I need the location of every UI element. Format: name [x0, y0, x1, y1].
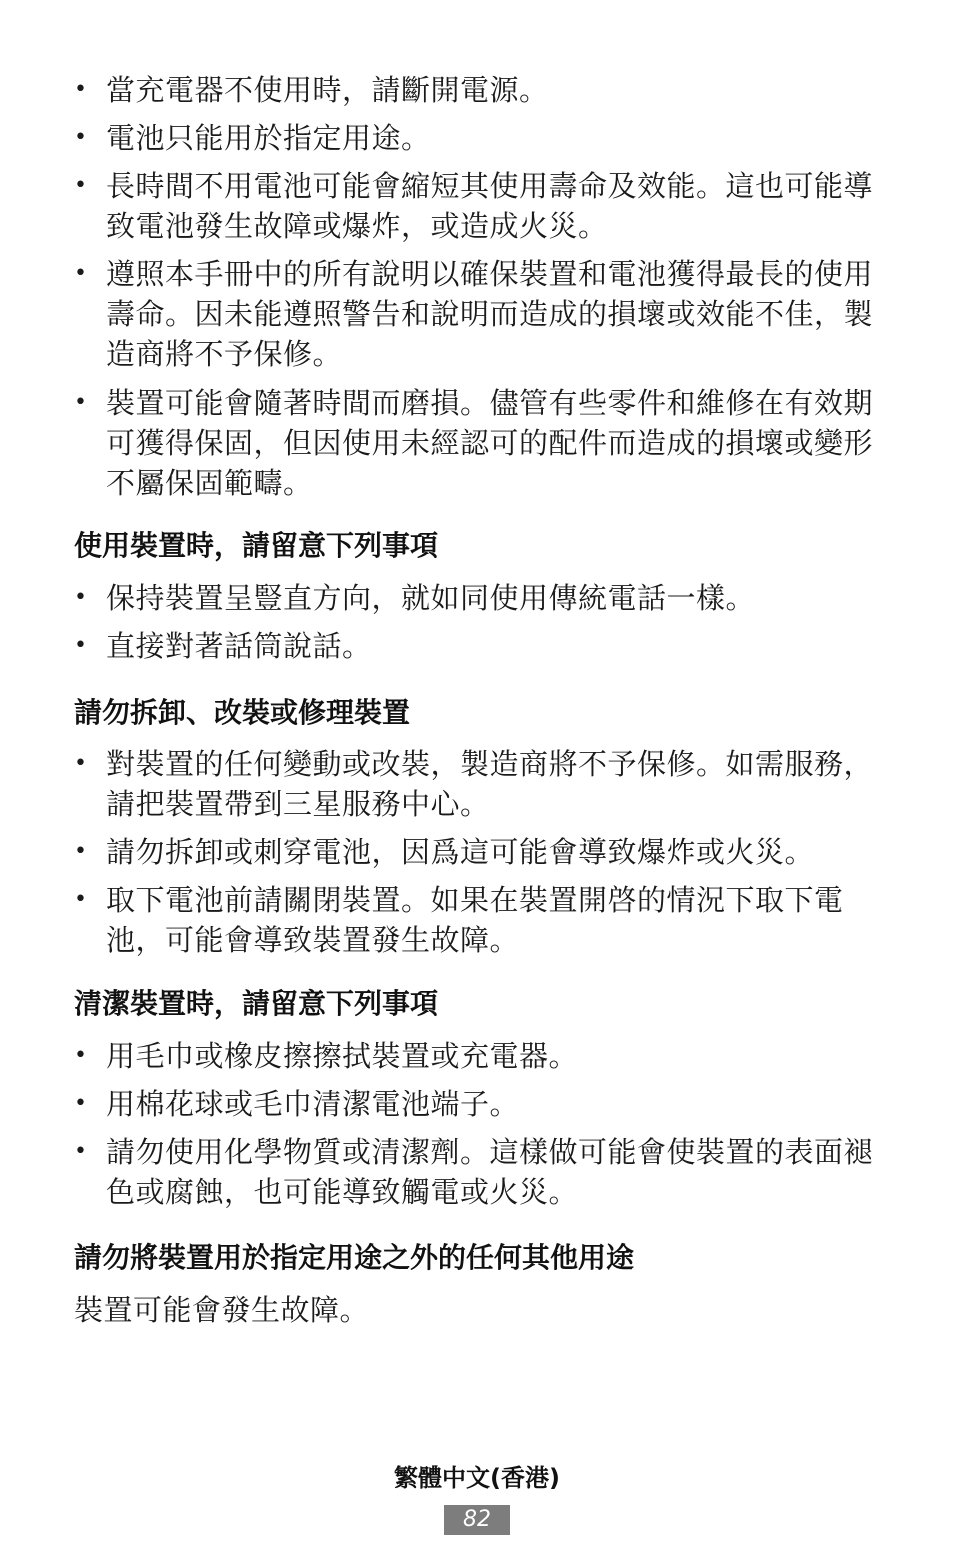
bullet-icon: • [74, 390, 88, 415]
bullet-icon: • [74, 1139, 88, 1164]
bullet-icon: • [74, 261, 88, 286]
list-item: • 用棉花球或毛巾清潔電池端子。 [74, 1084, 874, 1124]
bullet-icon: • [74, 633, 88, 658]
section-paragraph: 裝置可能會發生故障。 [74, 1293, 370, 1327]
bullet-icon: • [74, 125, 88, 150]
footer-language: 繁體中文(香港) [394, 1464, 560, 1492]
bullet-icon: • [74, 1091, 88, 1116]
section-heading: 使用裝置時，請留意下列事項 [74, 529, 439, 562]
list-item: • 保持裝置呈豎直方向，就如同使用傳統電話一樣。 [74, 578, 874, 618]
page-number: 82 [444, 1505, 510, 1535]
list-item: • 直接對著話筒說話。 [74, 626, 874, 666]
bullet-icon: • [74, 839, 88, 864]
list-item: • 取下電池前請關閉裝置。如果在裝置開啓的情況下取下電池，可能會導致裝置發生故障。 [74, 880, 874, 960]
list-item: • 遵照本手冊中的所有說明以確保裝置和電池獲得最長的使用壽命。因未能遵照警告和說明而造成的損壞或效能不佳，製造商將不予保修。 [74, 254, 874, 374]
list-item: • 用毛巾或橡皮擦擦拭裝置或充電器。 [74, 1036, 874, 1076]
list-item: • 長時間不用電池可能會縮短其使用壽命及效能。這也可能導致電池發生故障或爆炸，或造成火災。 [74, 166, 874, 246]
bullet-icon: • [74, 77, 88, 102]
list-item: • 請勿使用化學物質或清潔劑。這樣做可能會使裝置的表面褪色或腐蝕，也可能導致觸電或火災。 [74, 1132, 874, 1212]
bullet-icon: • [74, 887, 88, 912]
list-item: • 電池只能用於指定用途。 [74, 118, 874, 158]
bullet-icon: • [74, 751, 88, 776]
list-item: • 當充電器不使用時，請斷開電源。 [74, 70, 874, 110]
bullet-icon: • [74, 585, 88, 610]
section-heading: 清潔裝置時，請留意下列事項 [74, 987, 439, 1020]
list-item: • 裝置可能會隨著時間而磨損。儘管有些零件和維修在有效期可獲得保固，但因使用未經認可的配件而造成的損壞或變形不屬保固範疇。 [74, 383, 874, 503]
section-heading: 請勿拆卸、改裝或修理裝置 [74, 696, 411, 729]
list-item: • 對裝置的任何變動或改裝，製造商將不予保修。如需服務，請把裝置帶到三星服務中心。 [74, 744, 874, 824]
bullet-icon: • [74, 173, 88, 198]
list-item: • 請勿拆卸或刺穿電池，因爲這可能會導致爆炸或火災。 [74, 832, 874, 872]
section-heading: 請勿將裝置用於指定用途之外的任何其他用途 [74, 1241, 635, 1274]
bullet-icon: • [74, 1043, 88, 1068]
